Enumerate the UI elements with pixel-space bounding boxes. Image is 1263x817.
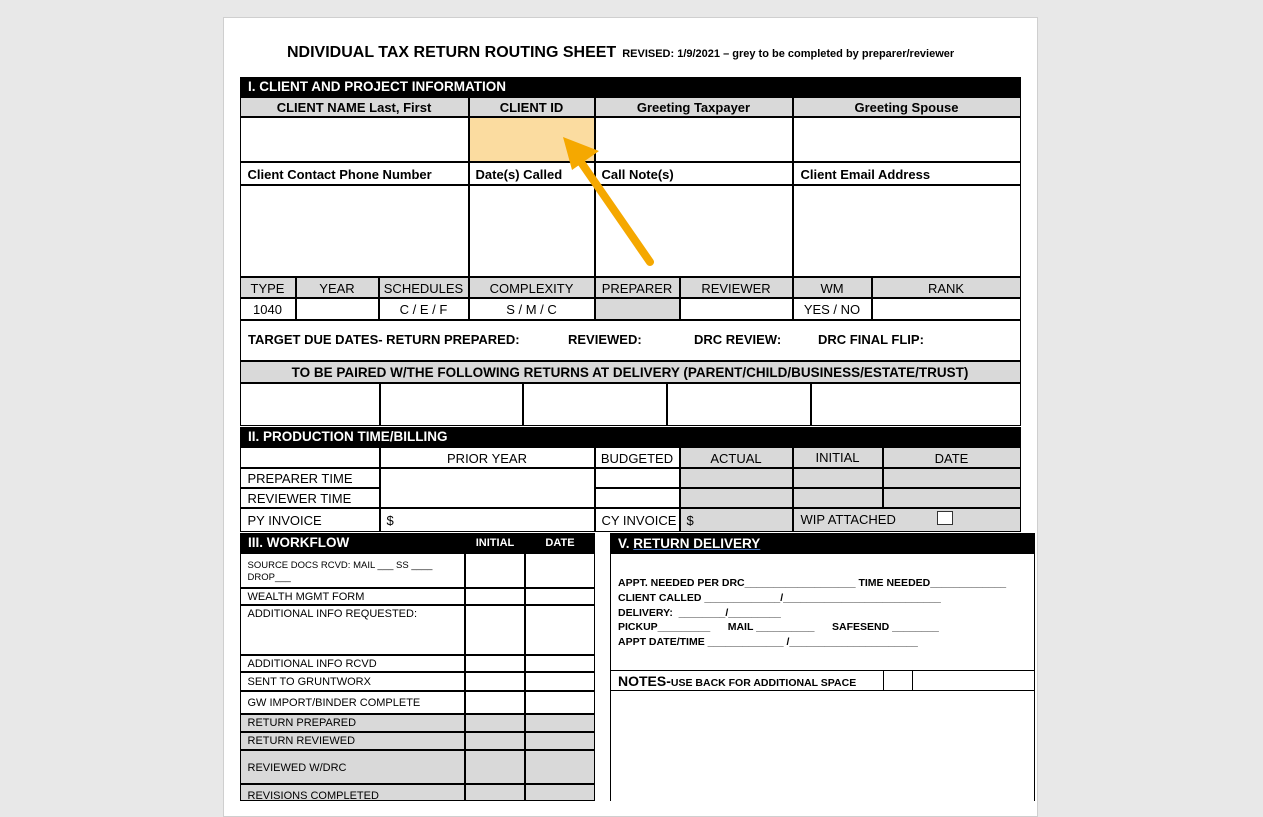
workflow-title: III. WORKFLOW <box>248 535 350 550</box>
workflow-initial-cell[interactable] <box>465 784 525 801</box>
delivery-line: DELIVERY: ________/_________ <box>618 607 781 619</box>
paired-return-field-1[interactable] <box>240 383 380 426</box>
greeting-spouse-field[interactable] <box>793 117 1021 162</box>
arrow-annotation-icon <box>540 125 670 275</box>
paired-return-field-2[interactable] <box>380 383 523 426</box>
reviewer-field[interactable] <box>680 298 793 320</box>
notes-subtitle: USE BACK FOR ADDITIONAL SPACE <box>670 677 857 689</box>
workflow-date-cell[interactable] <box>525 691 595 714</box>
cy-invoice-field[interactable]: $ <box>680 508 793 532</box>
paired-return-field-4[interactable] <box>667 383 811 426</box>
budgeted-preparer-field[interactable] <box>595 468 680 488</box>
workflow-initial-cell[interactable] <box>465 750 525 784</box>
delivery-line: APPT. NEEDED PER DRC___________________ TIME NEEDED_____________ <box>618 577 1007 589</box>
workflow-date-cell[interactable] <box>525 588 595 605</box>
workflow-row-label: RETURN REVIEWED <box>240 732 465 750</box>
workflow-date-cell[interactable] <box>525 553 595 588</box>
delivery-line: PICKUP_________ MAIL __________ SAFESEND ________ <box>618 621 939 633</box>
workflow-initial-cell[interactable] <box>465 714 525 732</box>
prior-year-header: PRIOR YEAR <box>380 447 595 468</box>
workflow-row-label: ADDITIONAL INFO REQUESTED: <box>240 605 465 655</box>
schedules-label: SCHEDULES <box>379 277 469 298</box>
delivery-line: CLIENT CALLED _____________/___________________________ <box>618 592 941 604</box>
cy-invoice-label: CY INVOICE <box>595 508 680 532</box>
initial-header: INITIAL <box>793 447 883 468</box>
reviewer-time-label: REVIEWER TIME <box>240 488 380 508</box>
workflow-date-header: DATE <box>545 537 575 549</box>
actual-reviewer-field[interactable] <box>680 488 793 508</box>
workflow-row-label: ADDITIONAL INFO RCVD <box>240 655 465 672</box>
date-header: DATE <box>883 447 1021 468</box>
actual-header: ACTUAL <box>680 447 793 468</box>
py-invoice-label: PY INVOICE <box>240 508 380 532</box>
delivery-line: APPT DATE/TIME _____________ /______________________ <box>618 636 918 648</box>
schedules-value[interactable]: C / E / F <box>379 298 469 320</box>
rank-label: RANK <box>872 277 1021 298</box>
workflow-row-label: RETURN PREPARED <box>240 714 465 732</box>
workflow-row-label: REVIEWED W/DRC <box>240 750 465 784</box>
type-label: TYPE <box>240 277 296 298</box>
paired-return-field-3[interactable] <box>523 383 667 426</box>
target-drc-review-label: DRC REVIEW: <box>694 332 782 347</box>
workflow-date-cell[interactable] <box>525 750 595 784</box>
workflow-row-label: REVISIONS COMPLETED <box>240 784 465 801</box>
notes-title: NOTES- <box>618 673 671 689</box>
reviewer-label: REVIEWER <box>680 277 793 298</box>
workflow-initial-cell[interactable] <box>465 655 525 672</box>
col-greeting-taxpayer: Greeting Taxpayer <box>595 97 793 117</box>
wip-attached-label: WIP ATTACHED <box>793 508 1021 532</box>
paired-returns-header: TO BE PAIRED W/THE FOLLOWING RETURNS AT DELIVERY (PARENT/CHILD/BUSINESS/ESTATE/TRUST) <box>240 361 1021 383</box>
workflow-date-cell[interactable] <box>525 732 595 750</box>
revised-note: REVISED: 1/9/2021 – grey to be completed by preparer/reviewer <box>622 48 955 60</box>
wm-value[interactable]: YES / NO <box>793 298 872 320</box>
paired-return-field-5[interactable] <box>811 383 1021 426</box>
delivery-prefix: V. <box>618 536 634 551</box>
workflow-initial-header: INITIAL <box>475 537 515 549</box>
workflow-date-cell[interactable] <box>525 655 595 672</box>
dates-called-label: Date(s) Called <box>469 162 595 185</box>
email-label: Client Email Address <box>793 162 1021 185</box>
initial-preparer-field[interactable] <box>793 468 883 488</box>
budgeted-reviewer-field[interactable] <box>595 488 680 508</box>
col-client-name: CLIENT NAME Last, First <box>240 97 469 117</box>
workflow-date-cell[interactable] <box>525 714 595 732</box>
date-preparer-field[interactable] <box>883 468 1021 488</box>
py-invoice-field[interactable]: $ <box>380 508 595 532</box>
notes-label <box>618 673 856 691</box>
prior-year-time-field[interactable] <box>380 468 595 508</box>
workflow-row-label: SENT TO GRUNTWORX <box>240 672 465 691</box>
contact-phone-label: Client Contact Phone Number <box>240 162 469 185</box>
type-value: 1040 <box>240 298 296 320</box>
workflow-date-cell[interactable] <box>525 784 595 801</box>
client-name-field[interactable] <box>240 117 469 162</box>
prod-blank-header <box>240 447 380 468</box>
target-prepared-label: TARGET DUE DATES- RETURN PREPARED: <box>248 332 520 347</box>
wip-attached-checkbox[interactable] <box>937 511 953 525</box>
date-reviewer-field[interactable] <box>883 488 1021 508</box>
workflow-row-label: WEALTH MGMT FORM <box>240 588 465 605</box>
workflow-date-cell[interactable] <box>525 672 595 691</box>
notes-check-cell[interactable] <box>883 670 913 691</box>
col-client-id: CLIENT ID <box>469 97 595 117</box>
page-title: NDIVIDUAL TAX RETURN ROUTING SHEET REVISED: 1/9/2021 – grey to be completed by preparer/reviewer <box>287 44 955 61</box>
email-field[interactable] <box>793 185 1021 277</box>
actual-preparer-field[interactable] <box>680 468 793 488</box>
wm-label: WM <box>793 277 872 298</box>
preparer-field[interactable] <box>595 298 680 320</box>
section-production-header: II. PRODUCTION TIME/BILLING <box>240 427 1021 447</box>
workflow-initial-cell[interactable] <box>465 605 525 655</box>
rank-field[interactable] <box>872 298 1021 320</box>
target-reviewed-label: REVIEWED: <box>568 332 642 347</box>
workflow-row-label: GW IMPORT/BINDER COMPLETE <box>240 691 465 714</box>
return-delivery-link[interactable]: RETURN DELIVERY <box>633 536 761 551</box>
year-field[interactable] <box>296 298 379 320</box>
workflow-initial-cell[interactable] <box>465 588 525 605</box>
target-drc-final-label: DRC FINAL FLIP: <box>818 332 924 347</box>
initial-reviewer-field[interactable] <box>793 488 883 508</box>
budgeted-header: BUDGETED <box>595 447 680 468</box>
workflow-initial-cell[interactable] <box>465 672 525 691</box>
workflow-initial-cell[interactable] <box>465 553 525 588</box>
complexity-label: COMPLEXITY <box>469 277 595 298</box>
notes-field[interactable] <box>611 692 1034 801</box>
workflow-date-cell[interactable] <box>525 605 595 655</box>
preparer-label: PREPARER <box>595 277 680 298</box>
preparer-time-label: PREPARER TIME <box>240 468 380 488</box>
workflow-initial-cell[interactable] <box>465 691 525 714</box>
section-delivery-header <box>610 533 1035 554</box>
contact-phone-field[interactable] <box>240 185 469 277</box>
year-label: YEAR <box>296 277 379 298</box>
col-greeting-spouse: Greeting Spouse <box>793 97 1021 117</box>
workflow-row-label: SOURCE DOCS RCVD: MAIL ___ SS ____ DROP___ <box>240 553 465 588</box>
complexity-value[interactable]: S / M / C <box>469 298 595 320</box>
call-notes-label: Call Note(s) <box>595 162 793 185</box>
workflow-initial-cell[interactable] <box>465 732 525 750</box>
section-client-info-header: I. CLIENT AND PROJECT INFORMATION <box>240 77 1021 97</box>
